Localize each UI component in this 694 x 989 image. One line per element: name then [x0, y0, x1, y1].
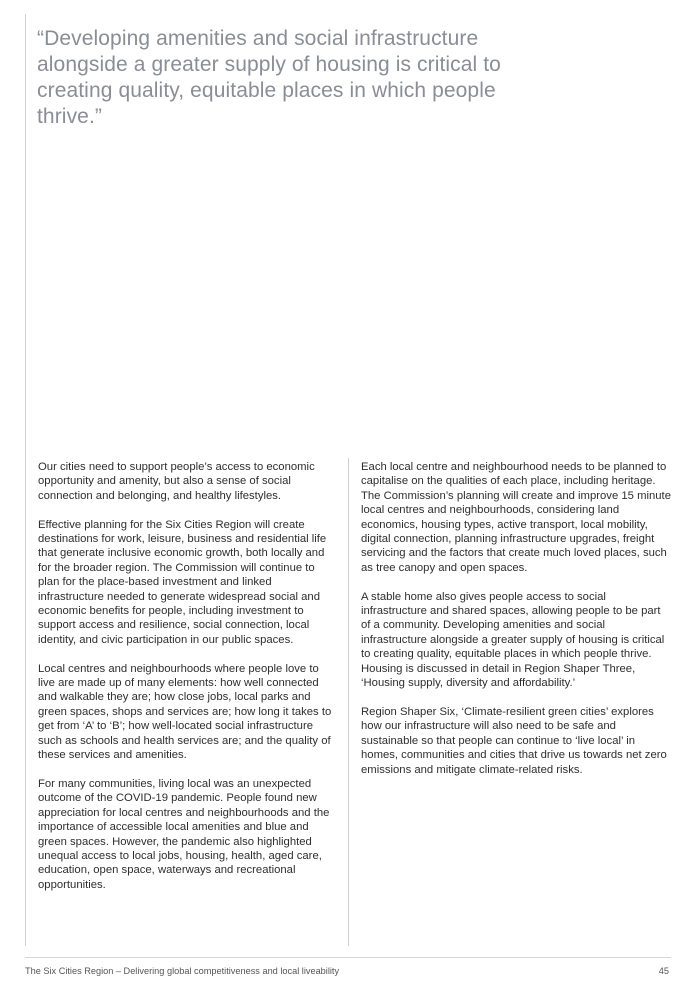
page-number: 45 [658, 966, 669, 976]
paragraph: Effective planning for the Six Cities Region will create destinations for work, leisure, business and residential life that generate inclusive economic growth, both locally and for the broader region. The Commission will continue to plan for the place-based investment and linked infrastructure needed to generate widespread social and economic benefits for people, including investment to support access and resilience, social connection, local identity, and civic participation in our public spaces. [38, 518, 327, 646]
paragraph: For many communities, living local was an unexpected outcome of the COVID-19 pandemic. People found new appreciation for local centres and neighbourhoods and the importance of accessible local amenities and blue and green spaces. However, the pandemic also highlighted unequal access to local jobs, housing, health, aged care, education, open space, waterways and recreational opportunities. [38, 777, 330, 891]
paragraph: Local centres and neighbourhoods where people love to live are made up of many elements: how well connected and walkable they are; how close jobs, local parks and green spaces, shops and services are; how long it takes to get from ‘A’ to ‘B’; how well-located social infrastructure such as schools and health services are; and the quality of these services and amenities. [38, 662, 332, 762]
footer-title: The Six Cities Region – Delivering global competitiveness and local liveability [25, 966, 340, 976]
paragraph: Our cities need to support people’s access to economic opportunity and amenity, but also a sense of social connection and belonging, and healthy lifestyles. [38, 461, 315, 502]
paragraph: Region Shaper Six, ‘Climate-resilient green cities’ explores how our infrastructure will also need to be safe and sustainable so that people can continue to ‘live local’ in homes, communities and cities that drive us towards net zero emissions and mitigate climate-related risks. [361, 705, 667, 776]
body-column-left [38, 460, 338, 907]
footer-divider [25, 957, 671, 958]
column-divider [348, 458, 349, 946]
paragraph: A stable home also gives people access to social infrastructure and shared spaces, allowing people to be part of a community. Developing amenities and social infrastructure alongside a greater supply of housing is critical to creating quality, equitable places in which people thrive. Housing is discussed in detail in Region Shaper Three, ‘Housing supply, diversity and affordability.’ [361, 590, 665, 690]
body-column-right [361, 460, 671, 791]
pull-quote: “Developing amenities and social infrastructure alongside a greater supply of housing is critical to creating quality, equitable places in which people thrive.” [37, 27, 501, 128]
left-margin-rule [25, 14, 26, 946]
paragraph: Each local centre and neighbourhood needs to be planned to capitalise on the qualities of each place, including heritage. The Commission’s planning will create and improve 15 minute local centres and neighbourhoods, considering land economics, housing types, active transport, local mobility, digital connection, planning infrastructure upgrades, freight servicing and the factors that create much loved places, such as tree canopy and open spaces. [361, 461, 671, 574]
